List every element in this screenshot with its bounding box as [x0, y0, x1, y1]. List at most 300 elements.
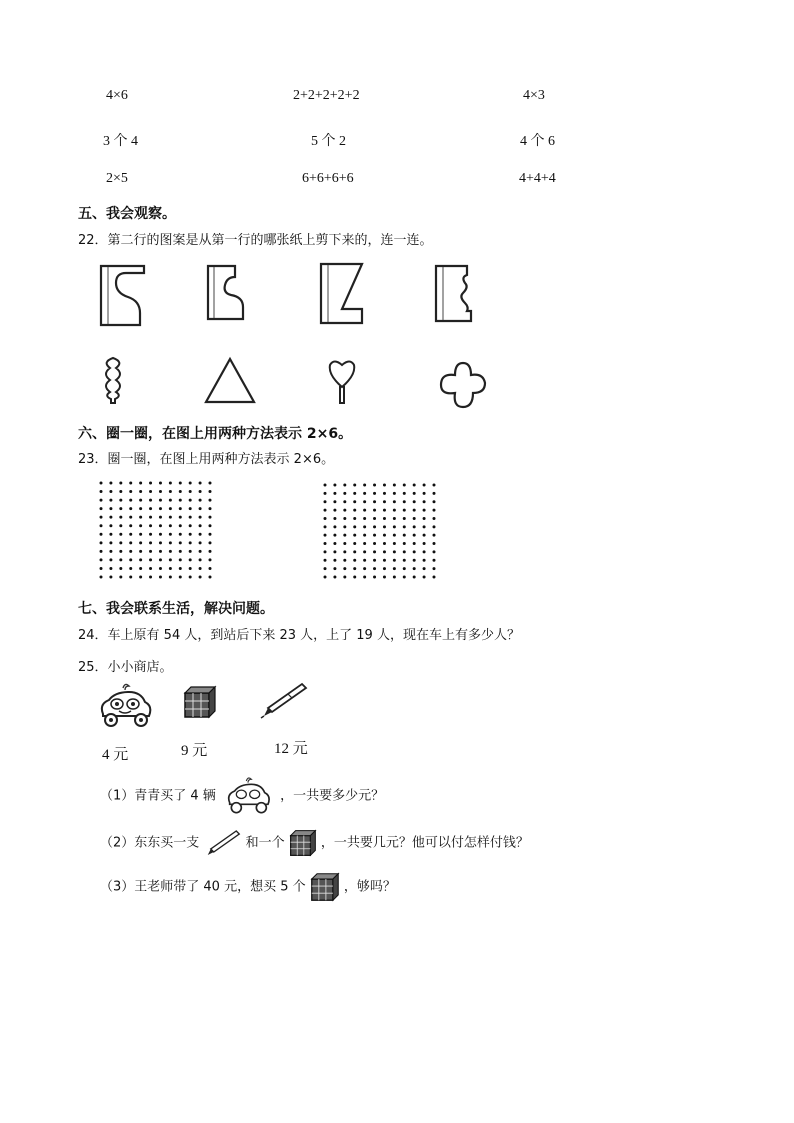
dot: [333, 576, 336, 579]
dot: [109, 516, 112, 519]
dot-grid-left[interactable]: [98, 480, 213, 580]
match-cell: 4×6: [106, 88, 128, 103]
dot: [413, 517, 416, 520]
dot: [333, 484, 336, 487]
dot: [433, 550, 436, 553]
dot: [149, 499, 152, 502]
dot: [169, 507, 172, 510]
dot: [189, 482, 192, 485]
dot: [324, 550, 327, 553]
dot: [363, 550, 366, 553]
dot: [159, 541, 162, 544]
dot: [209, 576, 212, 579]
dot: [209, 550, 212, 553]
dot: [119, 482, 122, 485]
dot: [393, 542, 396, 545]
dot: [383, 534, 386, 537]
dot: [169, 576, 172, 579]
dot: [393, 534, 396, 537]
dot: [423, 509, 426, 512]
dot: [403, 492, 406, 495]
dot: [393, 484, 396, 487]
dot: [433, 542, 436, 545]
dot: [403, 550, 406, 553]
dot: [209, 541, 212, 544]
folded-paper-1[interactable]: [98, 263, 148, 329]
dot: [423, 542, 426, 545]
dot: [433, 484, 436, 487]
dot: [139, 533, 142, 536]
match-cell: 2×5: [106, 171, 128, 186]
dot: [179, 507, 182, 510]
dot: [333, 525, 336, 528]
dot: [129, 499, 132, 502]
dot: [343, 492, 346, 495]
dot: [403, 559, 406, 562]
dot: [179, 482, 182, 485]
dot: [383, 567, 386, 570]
dot: [343, 542, 346, 545]
dot: [209, 499, 212, 502]
dot: [393, 492, 396, 495]
question-23: 23．圈一圈，在图上用两种方法表示 2×6。: [78, 452, 335, 467]
dot: [179, 541, 182, 544]
rubiks-cube-icon: [183, 685, 217, 719]
dot: [100, 499, 103, 502]
dot: [199, 507, 202, 510]
dot: [363, 534, 366, 537]
dot: [363, 567, 366, 570]
dot: [403, 484, 406, 487]
dot: [423, 534, 426, 537]
dot: [403, 567, 406, 570]
dot: [324, 517, 327, 520]
match-cell: 2+2+2+2+2: [293, 88, 360, 103]
dot: [333, 492, 336, 495]
dot: [353, 534, 356, 537]
dot: [169, 550, 172, 553]
car-icon: [220, 776, 276, 816]
dot: [189, 533, 192, 536]
dot: [413, 500, 416, 503]
dot: [129, 533, 132, 536]
dot: [119, 490, 122, 493]
dot: [363, 525, 366, 528]
dot: [413, 567, 416, 570]
dot: [129, 558, 132, 561]
dot: [129, 524, 132, 527]
dot: [159, 507, 162, 510]
sub-question-2-text-c: ，一共要几元？他可以付怎样付钱？: [320, 835, 529, 851]
dot: [393, 525, 396, 528]
dot: [403, 576, 406, 579]
dot: [393, 559, 396, 562]
dot: [100, 533, 103, 536]
dot: [169, 541, 172, 544]
dot: [433, 509, 436, 512]
dot: [119, 576, 122, 579]
dot: [189, 490, 192, 493]
price-pen: 12 元: [274, 741, 308, 757]
dot: [383, 550, 386, 553]
dot: [343, 550, 346, 553]
dot: [100, 576, 103, 579]
dot: [353, 567, 356, 570]
sub-question-3: [100, 872, 396, 902]
dot: [189, 524, 192, 527]
dot: [209, 567, 212, 570]
dot: [343, 559, 346, 562]
dot: [324, 576, 327, 579]
dot: [403, 500, 406, 503]
dot: [179, 533, 182, 536]
dot: [119, 507, 122, 510]
dot: [433, 576, 436, 579]
dot: [179, 499, 182, 502]
dot: [139, 541, 142, 544]
dot: [100, 541, 103, 544]
dot: [199, 533, 202, 536]
dot: [393, 550, 396, 553]
dot: [100, 482, 103, 485]
dot: [199, 490, 202, 493]
dot: [189, 576, 192, 579]
dot: [119, 550, 122, 553]
dot: [109, 558, 112, 561]
dot: [433, 559, 436, 562]
dot: [149, 558, 152, 561]
dot: [199, 576, 202, 579]
dot: [403, 517, 406, 520]
dot: [189, 541, 192, 544]
dot: [209, 490, 212, 493]
dot: [149, 524, 152, 527]
dot: [119, 516, 122, 519]
question-25: 25．小小商店。: [78, 660, 173, 675]
dot: [373, 484, 376, 487]
dot: [413, 542, 416, 545]
dot: [403, 542, 406, 545]
dot: [343, 517, 346, 520]
dot: [413, 576, 416, 579]
dot: [433, 492, 436, 495]
dot: [149, 550, 152, 553]
dot: [189, 516, 192, 519]
dot: [324, 492, 327, 495]
dot: [109, 524, 112, 527]
dot: [423, 492, 426, 495]
dot: [363, 500, 366, 503]
dot: [373, 500, 376, 503]
dot: [363, 517, 366, 520]
dot: [109, 576, 112, 579]
dot: [363, 576, 366, 579]
dot: [373, 576, 376, 579]
dot: [119, 541, 122, 544]
question-24: 24．车上原有 54 人，到站后下来 23 人，上了 19 人，现在车上有多少人？: [78, 628, 520, 643]
dot: [169, 516, 172, 519]
dot: [413, 509, 416, 512]
dot: [423, 517, 426, 520]
dot: [383, 517, 386, 520]
dot: [179, 550, 182, 553]
dot: [129, 490, 132, 493]
dot: [413, 550, 416, 553]
dot: [109, 567, 112, 570]
cutout-heart-stem[interactable]: [325, 357, 359, 407]
dot: [189, 550, 192, 553]
match-cell: 4+4+4: [519, 171, 556, 186]
dot: [139, 567, 142, 570]
cutout-wavy[interactable]: [98, 355, 128, 405]
folded-paper-4[interactable]: [433, 263, 475, 325]
cutout-flower[interactable]: [437, 359, 489, 411]
dot: [393, 509, 396, 512]
dot: [129, 482, 132, 485]
dot: [373, 567, 376, 570]
dot: [383, 559, 386, 562]
dot: [189, 507, 192, 510]
dot: [139, 507, 142, 510]
match-cell: 3 个 4: [103, 134, 138, 149]
dot: [189, 558, 192, 561]
dot: [199, 482, 202, 485]
dot: [403, 509, 406, 512]
dot: [383, 500, 386, 503]
dot: [139, 576, 142, 579]
dot: [324, 525, 327, 528]
dot: [423, 567, 426, 570]
dot: [333, 534, 336, 537]
dot: [383, 509, 386, 512]
dot: [373, 492, 376, 495]
dot: [333, 567, 336, 570]
dot: [373, 509, 376, 512]
section-heading: 七、我会联系生活，解决问题。: [78, 601, 274, 617]
folded-paper-3[interactable]: [318, 261, 366, 327]
dot: [169, 490, 172, 493]
section-heading: 六、圈一圈，在图上用两种方法表示 2×6。: [78, 426, 353, 442]
dot: [353, 484, 356, 487]
dot: [383, 576, 386, 579]
cutout-triangle[interactable]: [203, 356, 257, 406]
sub-question-1-text-b: ，一共要多少元？: [280, 788, 385, 804]
car-icon: [95, 682, 155, 730]
dot: [129, 576, 132, 579]
price-car: 4 元: [102, 747, 129, 763]
dot: [209, 482, 212, 485]
dot: [393, 500, 396, 503]
dot: [149, 567, 152, 570]
dot: [159, 482, 162, 485]
dot: [100, 516, 103, 519]
dot: [433, 500, 436, 503]
dot: [363, 509, 366, 512]
dot: [100, 550, 103, 553]
dot: [109, 533, 112, 536]
dot: [199, 524, 202, 527]
rubiks-cube-icon: [289, 829, 317, 857]
dot: [403, 534, 406, 537]
dot: [333, 542, 336, 545]
dot: [373, 542, 376, 545]
dot-grid-right[interactable]: [322, 482, 437, 580]
dot: [423, 484, 426, 487]
dot: [159, 558, 162, 561]
dot: [343, 576, 346, 579]
dot: [383, 484, 386, 487]
pen-icon: [203, 828, 241, 858]
dot: [413, 534, 416, 537]
dot: [343, 484, 346, 487]
dot: [159, 499, 162, 502]
dot: [179, 576, 182, 579]
dot: [159, 550, 162, 553]
dot: [199, 516, 202, 519]
dot: [433, 517, 436, 520]
dot: [100, 558, 103, 561]
dot: [209, 507, 212, 510]
dot: [199, 499, 202, 502]
dot: [333, 559, 336, 562]
dot: [353, 525, 356, 528]
dot: [139, 482, 142, 485]
dot: [199, 558, 202, 561]
dot: [159, 490, 162, 493]
dot: [149, 533, 152, 536]
dot: [209, 533, 212, 536]
match-cell: 4 个 6: [520, 134, 555, 149]
dot: [199, 541, 202, 544]
dot: [199, 567, 202, 570]
sub-question-2-text-a: （2）东东买一支: [100, 835, 200, 851]
dot: [393, 576, 396, 579]
dot: [373, 550, 376, 553]
dot: [159, 567, 162, 570]
dot: [324, 567, 327, 570]
dot: [129, 516, 132, 519]
dot: [324, 509, 327, 512]
dot: [373, 559, 376, 562]
dot: [333, 517, 336, 520]
dot: [423, 559, 426, 562]
folded-paper-2[interactable]: [205, 263, 247, 323]
sub-question-1: [100, 776, 384, 816]
dot: [149, 507, 152, 510]
sub-question-2: [100, 828, 529, 858]
dot: [353, 550, 356, 553]
dot: [333, 550, 336, 553]
dot: [100, 490, 103, 493]
dot: [139, 490, 142, 493]
dot: [169, 499, 172, 502]
dot: [343, 509, 346, 512]
match-cell: 5 个 2: [311, 134, 346, 149]
dot: [100, 524, 103, 527]
dot: [149, 516, 152, 519]
dot: [333, 500, 336, 503]
dot: [423, 500, 426, 503]
dot: [433, 534, 436, 537]
dot: [119, 533, 122, 536]
dot: [324, 484, 327, 487]
dot: [179, 516, 182, 519]
dot: [353, 559, 356, 562]
question-22: 22．第二行的图案是从第一行的哪张纸上剪下来的，连一连。: [78, 233, 433, 248]
dot: [324, 534, 327, 537]
match-cell: 4×3: [523, 88, 545, 103]
dot: [129, 567, 132, 570]
dot: [179, 524, 182, 527]
dot: [109, 499, 112, 502]
dot: [324, 559, 327, 562]
dot: [139, 550, 142, 553]
dot: [109, 541, 112, 544]
dot: [383, 492, 386, 495]
dot: [353, 500, 356, 503]
dot: [353, 509, 356, 512]
dot: [373, 525, 376, 528]
dot: [413, 559, 416, 562]
dot: [353, 576, 356, 579]
dot: [169, 524, 172, 527]
dot: [353, 517, 356, 520]
dot: [363, 492, 366, 495]
dot: [149, 576, 152, 579]
pen-icon: [258, 680, 308, 720]
dot: [139, 558, 142, 561]
dot: [343, 525, 346, 528]
dot: [413, 484, 416, 487]
sub-question-3-text-a: （3）王老师带了 40 元，想买 5 个: [100, 879, 306, 895]
dot: [119, 524, 122, 527]
rubiks-cube-icon: [310, 872, 340, 902]
dot: [149, 490, 152, 493]
dot: [159, 524, 162, 527]
dot: [139, 499, 142, 502]
dot: [433, 525, 436, 528]
dot: [149, 482, 152, 485]
dot: [149, 541, 152, 544]
dot: [109, 482, 112, 485]
dot: [413, 492, 416, 495]
dot: [169, 558, 172, 561]
dot: [169, 533, 172, 536]
dot: [169, 482, 172, 485]
dot: [333, 509, 336, 512]
dot: [209, 558, 212, 561]
dot: [343, 500, 346, 503]
dot: [209, 516, 212, 519]
dot: [179, 558, 182, 561]
dot: [403, 525, 406, 528]
dot: [209, 524, 212, 527]
dot: [109, 490, 112, 493]
dot: [139, 524, 142, 527]
sub-question-1-text-a: （1）青青买了 4 辆: [100, 788, 216, 804]
dot: [353, 492, 356, 495]
dot: [363, 559, 366, 562]
dot: [179, 490, 182, 493]
dot: [179, 567, 182, 570]
dot: [119, 499, 122, 502]
dot: [139, 516, 142, 519]
dot: [393, 567, 396, 570]
price-cube: 9 元: [181, 743, 208, 759]
dot: [109, 507, 112, 510]
dot: [393, 517, 396, 520]
dot: [324, 500, 327, 503]
